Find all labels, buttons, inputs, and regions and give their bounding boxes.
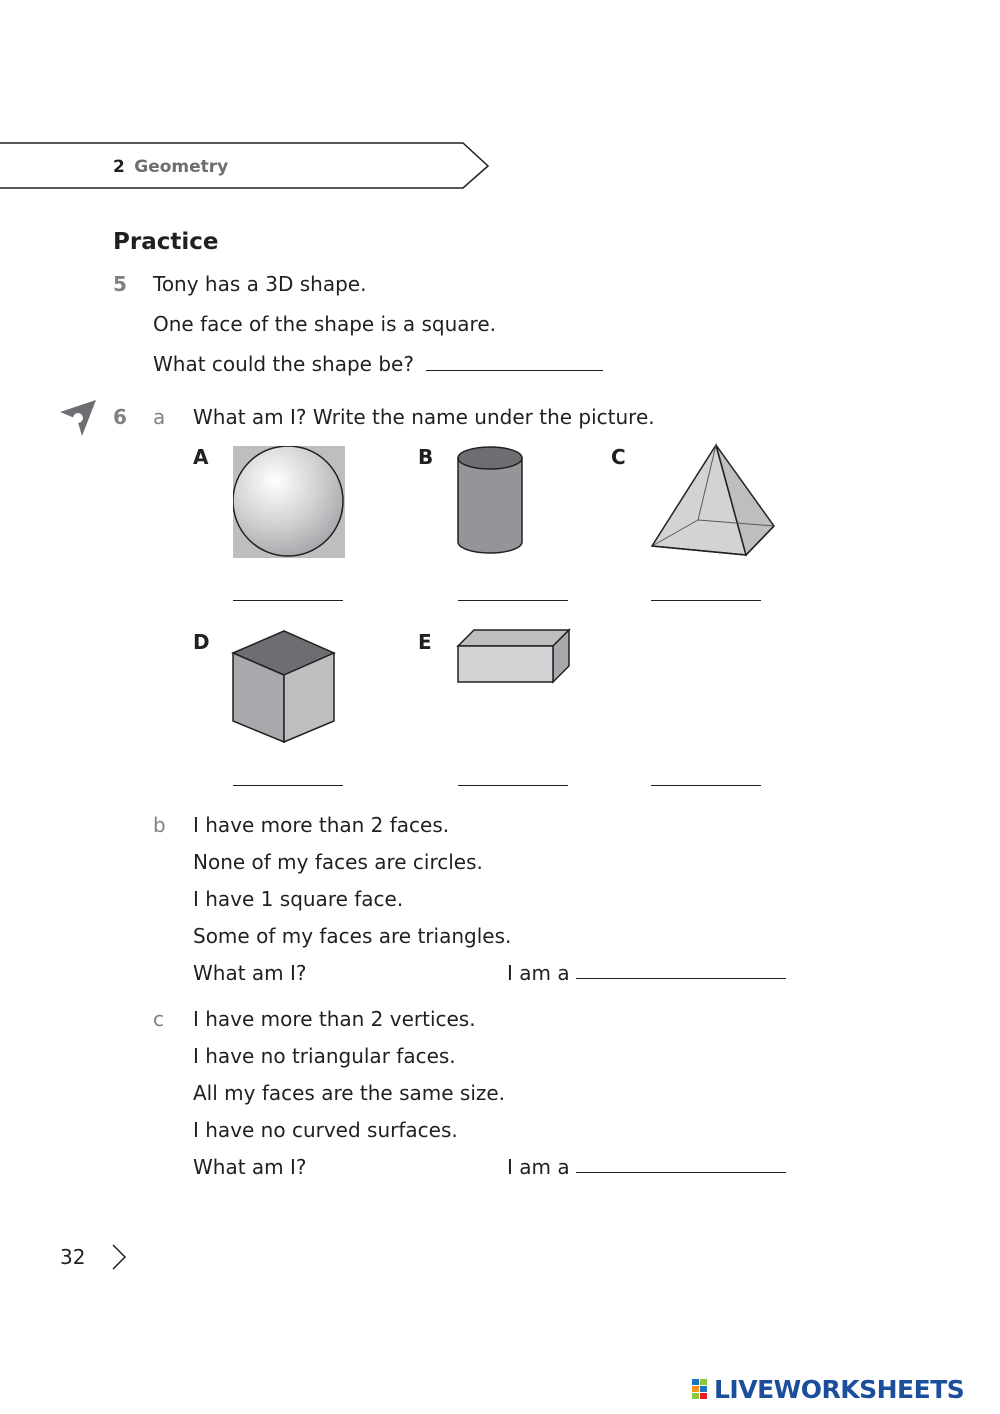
- q6c-answer-blank[interactable]: [576, 1172, 786, 1173]
- shape-label-a: A: [193, 445, 209, 469]
- page-number: 32: [60, 1245, 86, 1269]
- answer-blank-c[interactable]: [651, 600, 761, 601]
- shape-label-c: C: [611, 445, 626, 469]
- q6b-question: What am I?: [193, 961, 307, 985]
- q6c-line-4: I have no curved surfaces.: [193, 1118, 458, 1142]
- liveworksheets-logo-icon: [692, 1379, 716, 1401]
- q6c-question: What am I?: [193, 1155, 307, 1179]
- q5-line-3: What could the shape be?: [153, 352, 414, 376]
- answer-blank-a[interactable]: [233, 600, 343, 601]
- chapter-heading: [113, 156, 228, 178]
- q6c-answer-prefix: I am a: [507, 1155, 570, 1179]
- q6-number: 6: [113, 405, 127, 429]
- cylinder-image: [456, 444, 526, 559]
- challenge-arrow-icon: [58, 398, 98, 438]
- q6b-answer-prefix: I am a: [507, 961, 570, 985]
- section-title: Practice: [113, 229, 219, 255]
- q6a-prompt: What am I? Write the name under the picture.: [193, 405, 655, 429]
- q5-number: 5: [113, 272, 127, 296]
- cube-image: [231, 629, 337, 745]
- answer-blank-d[interactable]: [233, 785, 343, 786]
- q5-line-2: One face of the shape is a square.: [153, 312, 496, 336]
- q6c-line-3: All my faces are the same size.: [193, 1081, 506, 1105]
- q6b-line-3: I have 1 square face.: [193, 887, 404, 911]
- pyramid-image: [648, 442, 778, 560]
- shape-label-e: E: [418, 630, 432, 654]
- q6c-line-2: I have no triangular faces.: [193, 1044, 456, 1068]
- cuboid-image: [456, 628, 572, 686]
- q6a-letter: a: [153, 405, 166, 429]
- q6b-line-4: Some of my faces are triangles.: [193, 924, 512, 948]
- q6b-answer-blank[interactable]: [576, 978, 786, 979]
- brand-watermark: [692, 1374, 992, 1406]
- sphere-image: [233, 446, 345, 558]
- chevron-right-icon: [110, 1243, 128, 1271]
- answer-blank-extra[interactable]: [651, 785, 761, 786]
- q5-line-1: Tony has a 3D shape.: [153, 272, 367, 296]
- chapter-title: Geometry: [134, 157, 229, 177]
- chapter-number: 2: [113, 157, 125, 177]
- shape-label-d: D: [193, 630, 210, 654]
- chapter-banner: [0, 140, 495, 192]
- q6c-line-1: I have more than 2 vertices.: [193, 1007, 476, 1031]
- shape-label-b: B: [418, 445, 434, 469]
- q6b-letter: b: [153, 813, 166, 837]
- q6b-line-1: I have more than 2 faces.: [193, 813, 450, 837]
- q5-answer-blank[interactable]: [426, 370, 603, 371]
- answer-blank-e[interactable]: [458, 785, 568, 786]
- brand-name: LIVEWORKSHEETS: [714, 1375, 965, 1404]
- answer-blank-b[interactable]: [458, 600, 568, 601]
- q6b-line-2: None of my faces are circles.: [193, 850, 483, 874]
- q6c-letter: c: [153, 1007, 164, 1031]
